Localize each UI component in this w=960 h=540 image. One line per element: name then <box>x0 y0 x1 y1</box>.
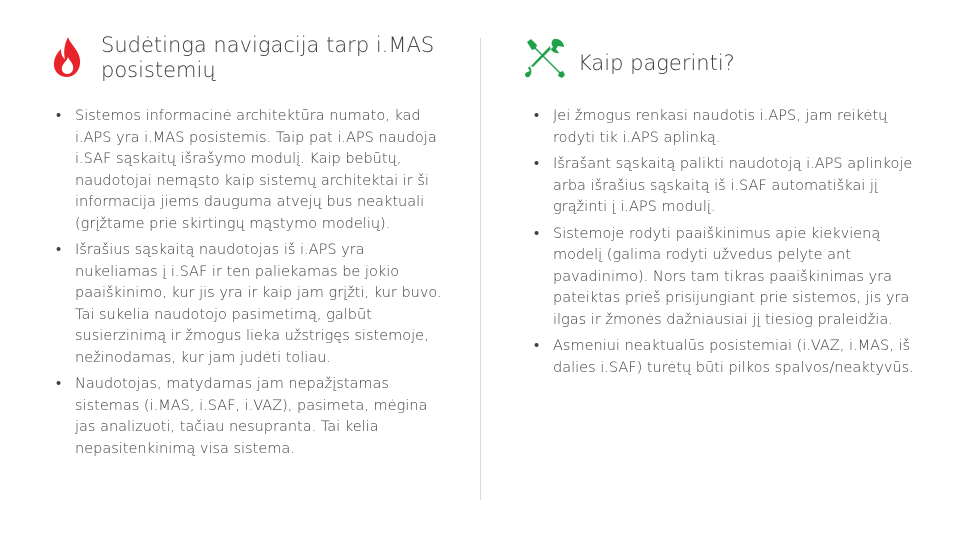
left-title: Sudėtinga navigacija tarp i.MAS posistemių <box>101 33 435 82</box>
right-bullet-1: • Jei žmogus renkasi naudotis i.APS, jam reikėtų rodyti tik i.APS aplinką. <box>534 106 919 149</box>
left-bullet-1: • Sistemos informacinė architektūra numato, kad i.APS yra i.MAS posistemis. Taip pat i.APS naudoja i.SAF sąskaitų išrašymo modulį. Kaip bebūtų, naudotojai nemąsto kaip sistemų architektai ir ši informacija jiems dauguma atvejų bus neaktuali (grįžtame prie skirtingų mąstymo modelių). <box>56 106 446 235</box>
left-bullet-3: • Naudotojas, matydamas jam nepažįstamas sistemas (i.MAS, i.SAF, i.VAZ), pasimeta, mėgina jas analizuoti, tačiau nesupranta. Tai kelia nepasitenkinimą visa sistema. <box>56 374 446 460</box>
right-bullet-3: • Sistemoje rodyti paaiškinimus apie kiekvieną modelį (galima rodyti užvedus pelyte ant pavadinimo). Nors tam tikras paaiškinimas yra pateiktas prieš prisijungiant prie sistemos, jis yra ilgas ir žmonės dažniausiai jį tiesiog praleidžia. <box>534 224 919 332</box>
column-divider <box>480 38 481 500</box>
fire-icon-shape <box>54 37 80 77</box>
left-bullet-list <box>56 106 446 465</box>
right-bullet-4: • Asmeniui neaktualūs posistemiai (i.VAZ, i.MAS, iš dalies i.SAF) turėtų būti pilkos spalvos/neaktyvūs. <box>534 336 919 379</box>
fire-icon <box>52 36 82 78</box>
right-title: Kaip pagerinti? <box>578 51 735 75</box>
right-bullet-list <box>534 106 919 384</box>
tools-icon <box>524 37 566 79</box>
left-bullet-2: • Išrašius sąskaitą naudotojas iš i.APS yra nukeliamas į i.SAF ir ten paliekamas be jokio paaiškinimo, kur jis yra ir kaip jam grįžti, kur buvo. Tai sukelia naudotojo pasimetimą, galbūt susierzinimą ir žmogus lieka užstrigęs sistemoje, nežinodamas, kur jam judėti toliau. <box>56 240 446 369</box>
right-bullet-2: • Išrašant sąskaitą palikti naudotoją i.APS aplinkoje arba išrašius sąskaitą iš i.SAF automatiškai jį grąžinti į i.APS modulį. <box>534 154 919 219</box>
